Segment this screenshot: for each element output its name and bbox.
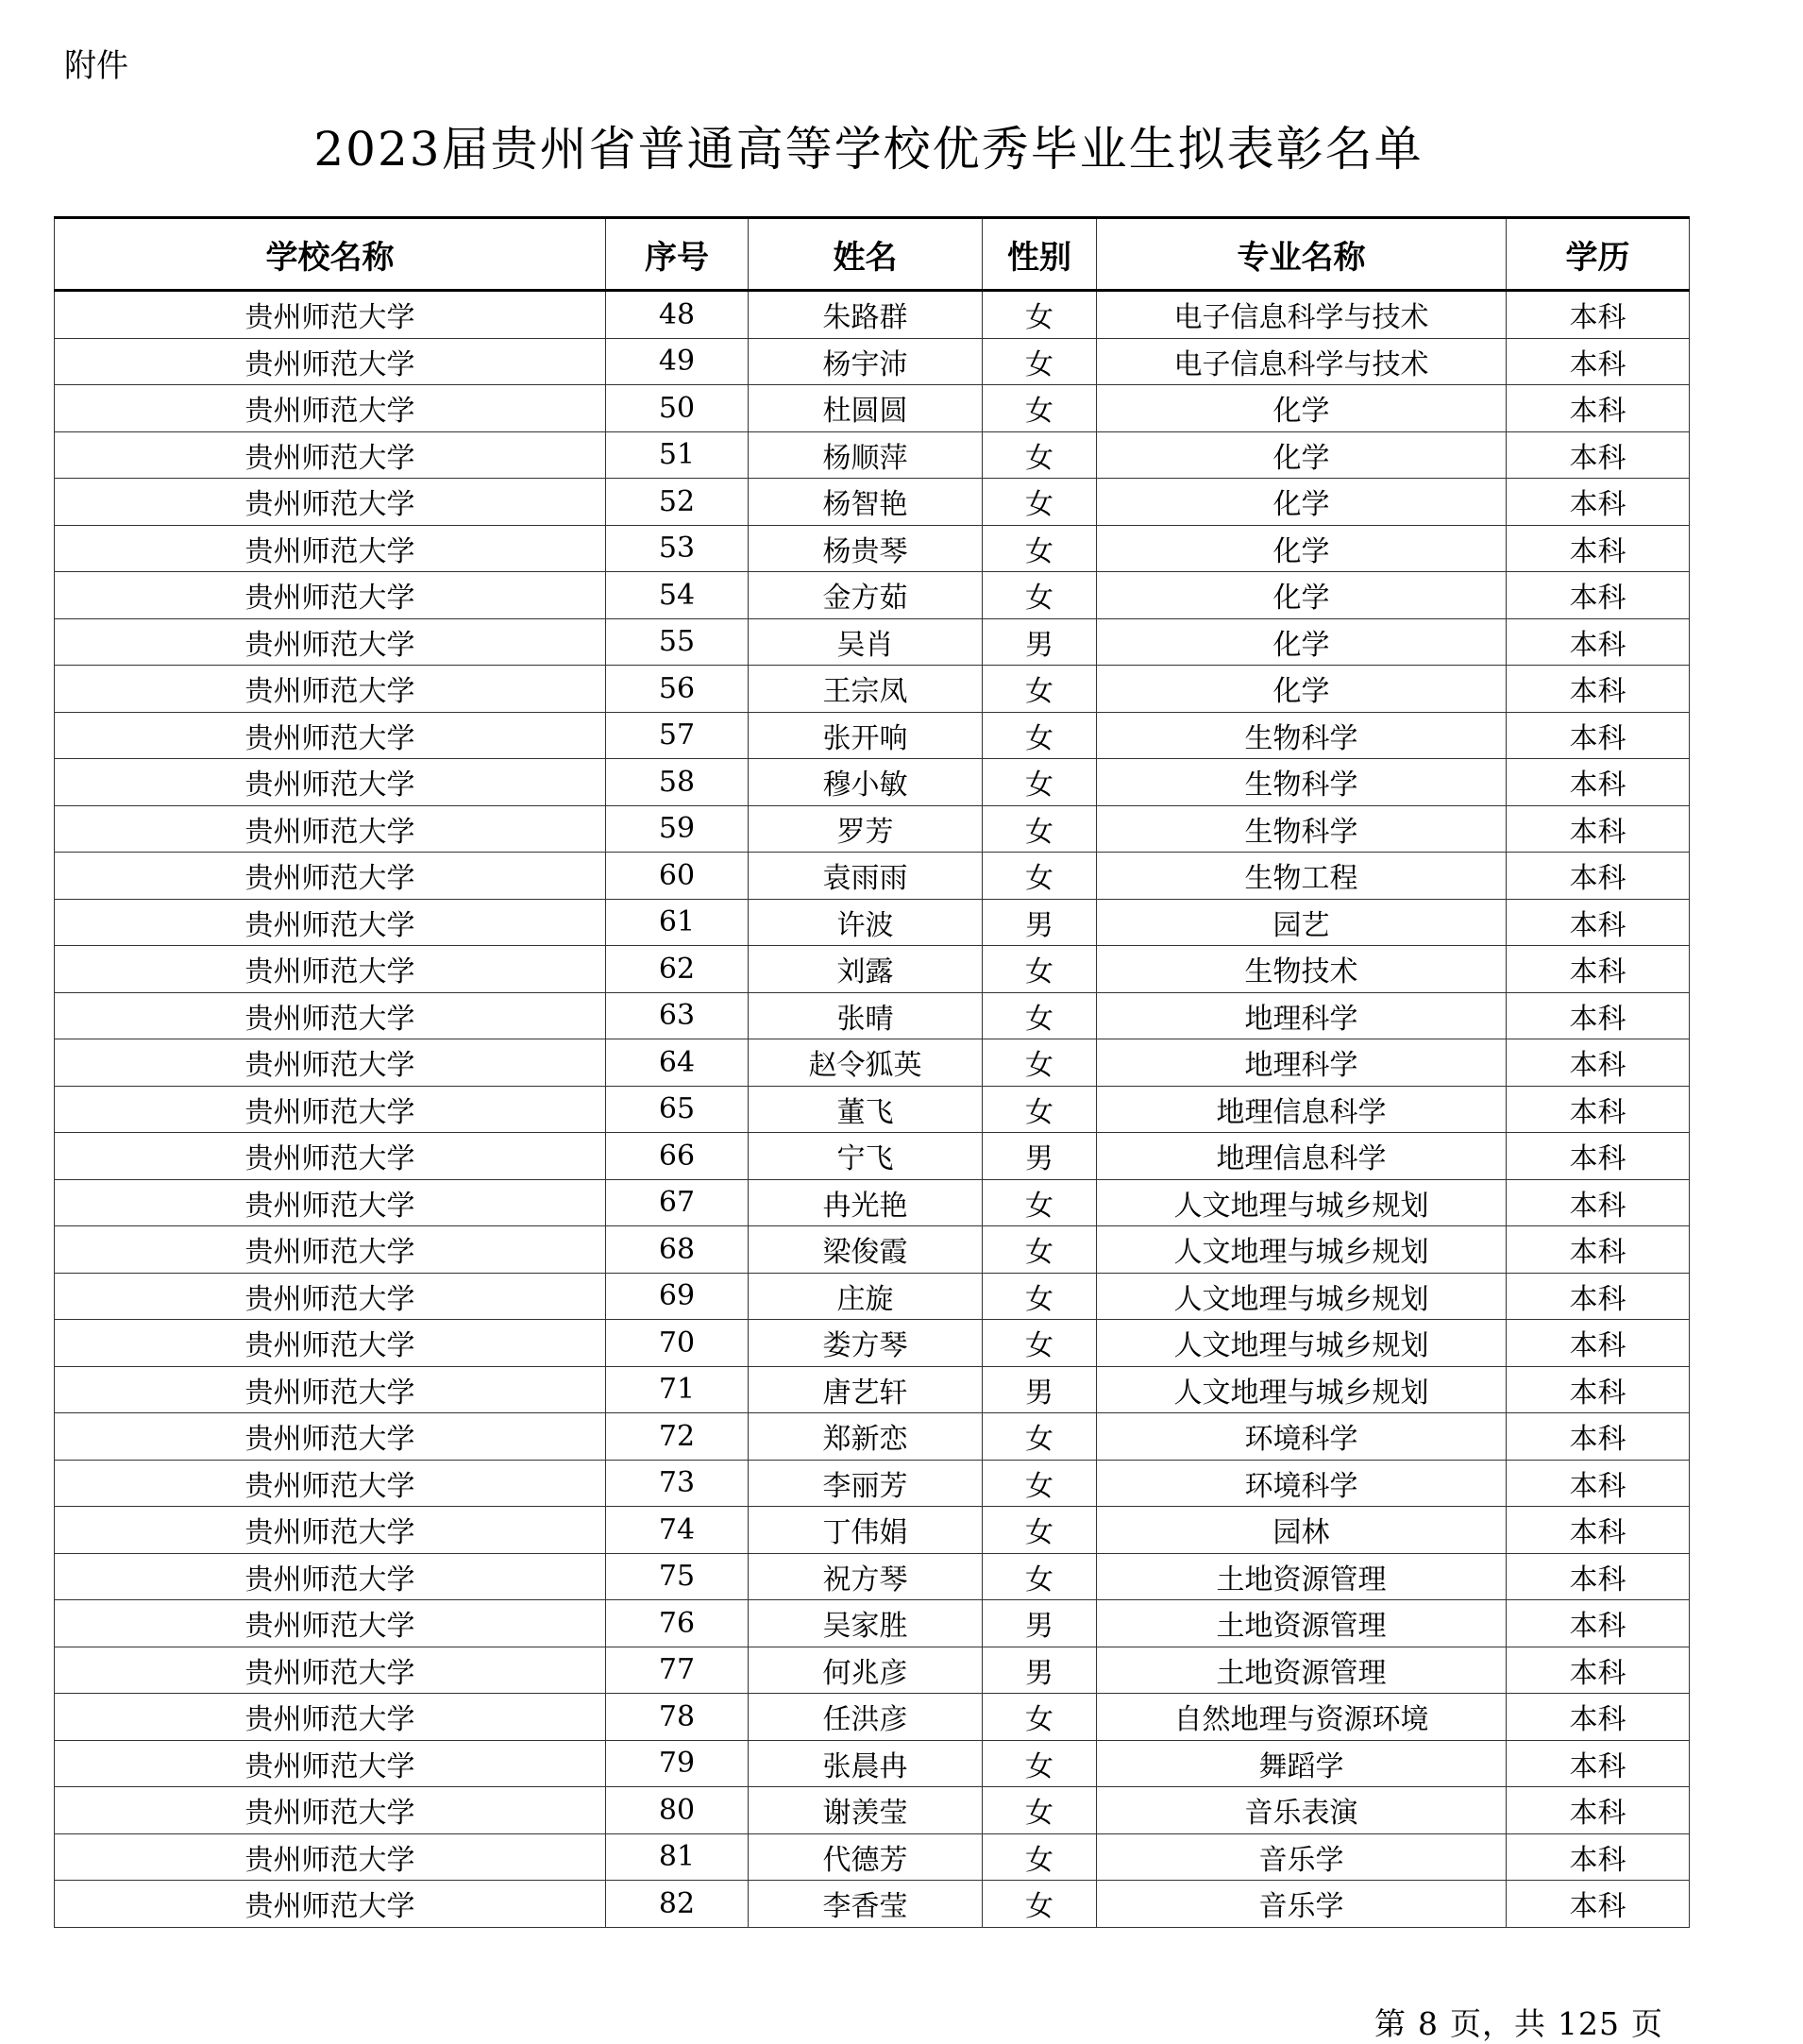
table-row	[55, 1086, 1690, 1133]
cell-major: 化学	[1097, 525, 1507, 572]
cell-degree: 本科	[1507, 1086, 1690, 1133]
cell-gender: 女	[983, 946, 1097, 993]
table-header-row	[55, 218, 1690, 291]
column-header-school: 学校名称	[55, 218, 606, 291]
page-suffix: 页	[1631, 2005, 1663, 2042]
cell-gender: 男	[983, 1647, 1097, 1694]
cell-name: 谢羡莹	[749, 1787, 983, 1834]
page-mid: 页，共	[1450, 2005, 1546, 2042]
table-row	[55, 1787, 1690, 1834]
cell-name: 杨贵琴	[749, 525, 983, 572]
cell-degree: 本科	[1507, 1507, 1690, 1554]
table-row	[55, 1179, 1690, 1226]
table-row	[55, 712, 1690, 759]
table-row	[55, 759, 1690, 806]
cell-school: 贵州师范大学	[55, 1833, 606, 1881]
cell-index: 71	[606, 1366, 749, 1413]
cell-index: 54	[606, 572, 749, 619]
page-current: 8	[1418, 2005, 1439, 2042]
cell-school: 贵州师范大学	[55, 479, 606, 526]
cell-gender: 女	[983, 712, 1097, 759]
page-indicator	[1369, 2000, 1669, 2044]
cell-name: 金方茹	[749, 572, 983, 619]
cell-major: 音乐学	[1097, 1881, 1507, 1928]
cell-name: 庄旋	[749, 1273, 983, 1320]
cell-degree: 本科	[1507, 1179, 1690, 1226]
page-total: 125	[1558, 2005, 1620, 2042]
cell-major: 生物科学	[1097, 759, 1507, 806]
table-row	[55, 946, 1690, 993]
cell-gender: 女	[983, 1787, 1097, 1834]
table-row	[55, 805, 1690, 853]
cell-index: 60	[606, 853, 749, 900]
cell-index: 79	[606, 1740, 749, 1787]
cell-index: 76	[606, 1600, 749, 1647]
cell-index: 81	[606, 1833, 749, 1881]
table-row	[55, 291, 1690, 339]
cell-name: 杜圆圆	[749, 385, 983, 432]
cell-index: 61	[606, 899, 749, 946]
cell-major: 生物科学	[1097, 805, 1507, 853]
cell-school: 贵州师范大学	[55, 992, 606, 1039]
cell-degree: 本科	[1507, 1320, 1690, 1367]
cell-major: 生物工程	[1097, 853, 1507, 900]
cell-name: 袁雨雨	[749, 853, 983, 900]
cell-degree: 本科	[1507, 291, 1690, 339]
cell-school: 贵州师范大学	[55, 618, 606, 666]
cell-degree: 本科	[1507, 338, 1690, 385]
cell-degree: 本科	[1507, 1647, 1690, 1694]
cell-name: 董飞	[749, 1086, 983, 1133]
cell-school: 贵州师范大学	[55, 666, 606, 713]
cell-index: 74	[606, 1507, 749, 1554]
cell-name: 吴肖	[749, 618, 983, 666]
cell-gender: 女	[983, 479, 1097, 526]
cell-name: 朱路群	[749, 291, 983, 339]
cell-index: 69	[606, 1273, 749, 1320]
cell-index: 65	[606, 1086, 749, 1133]
cell-gender: 女	[983, 385, 1097, 432]
cell-name: 李丽芳	[749, 1460, 983, 1507]
table-row	[55, 899, 1690, 946]
cell-degree: 本科	[1507, 618, 1690, 666]
cell-name: 祝方琴	[749, 1553, 983, 1600]
cell-gender: 女	[983, 1179, 1097, 1226]
cell-index: 49	[606, 338, 749, 385]
column-header-degree: 学历	[1507, 218, 1690, 291]
table-row	[55, 525, 1690, 572]
table-row	[55, 1740, 1690, 1787]
cell-gender: 女	[983, 1413, 1097, 1461]
cell-index: 68	[606, 1226, 749, 1274]
cell-name: 何兆彦	[749, 1647, 983, 1694]
table-row	[55, 1320, 1690, 1367]
cell-name: 罗芳	[749, 805, 983, 853]
cell-major: 电子信息科学与技术	[1097, 338, 1507, 385]
cell-index: 82	[606, 1881, 749, 1928]
cell-major: 音乐表演	[1097, 1787, 1507, 1834]
cell-index: 66	[606, 1133, 749, 1180]
table-row	[55, 618, 1690, 666]
table-row	[55, 1507, 1690, 1554]
cell-name: 许波	[749, 899, 983, 946]
cell-major: 环境科学	[1097, 1460, 1507, 1507]
cell-degree: 本科	[1507, 899, 1690, 946]
cell-gender: 女	[983, 1460, 1097, 1507]
column-header-major: 专业名称	[1097, 218, 1507, 291]
cell-name: 张晨冉	[749, 1740, 983, 1787]
cell-major: 地理科学	[1097, 1039, 1507, 1087]
cell-gender: 女	[983, 1273, 1097, 1320]
cell-gender: 女	[983, 431, 1097, 479]
cell-index: 50	[606, 385, 749, 432]
cell-major: 生物技术	[1097, 946, 1507, 993]
cell-name: 代德芳	[749, 1833, 983, 1881]
cell-gender: 男	[983, 1366, 1097, 1413]
cell-major: 人文地理与城乡规划	[1097, 1273, 1507, 1320]
cell-degree: 本科	[1507, 431, 1690, 479]
cell-degree: 本科	[1507, 1273, 1690, 1320]
cell-school: 贵州师范大学	[55, 431, 606, 479]
cell-degree: 本科	[1507, 572, 1690, 619]
cell-degree: 本科	[1507, 1553, 1690, 1600]
cell-major: 人文地理与城乡规划	[1097, 1226, 1507, 1274]
cell-name: 王宗凤	[749, 666, 983, 713]
cell-name: 唐艺轩	[749, 1366, 983, 1413]
cell-school: 贵州师范大学	[55, 805, 606, 853]
table-row	[55, 572, 1690, 619]
cell-degree: 本科	[1507, 666, 1690, 713]
cell-degree: 本科	[1507, 1460, 1690, 1507]
cell-name: 张开响	[749, 712, 983, 759]
cell-school: 贵州师范大学	[55, 385, 606, 432]
cell-degree: 本科	[1507, 1366, 1690, 1413]
table-row	[55, 1647, 1690, 1694]
table-row	[55, 1226, 1690, 1274]
cell-index: 72	[606, 1413, 749, 1461]
cell-index: 62	[606, 946, 749, 993]
cell-major: 地理信息科学	[1097, 1133, 1507, 1180]
cell-major: 化学	[1097, 479, 1507, 526]
cell-gender: 女	[983, 291, 1097, 339]
table-row	[55, 1694, 1690, 1741]
cell-major: 自然地理与资源环境	[1097, 1694, 1507, 1741]
cell-school: 贵州师范大学	[55, 759, 606, 806]
table-row	[55, 1600, 1690, 1647]
cell-degree: 本科	[1507, 992, 1690, 1039]
cell-name: 娄方琴	[749, 1320, 983, 1367]
cell-gender: 男	[983, 1133, 1097, 1180]
cell-school: 贵州师范大学	[55, 1133, 606, 1180]
table-body	[55, 291, 1690, 1928]
cell-major: 人文地理与城乡规划	[1097, 1179, 1507, 1226]
cell-major: 地理信息科学	[1097, 1086, 1507, 1133]
column-header-index: 序号	[606, 218, 749, 291]
cell-degree: 本科	[1507, 525, 1690, 572]
cell-gender: 女	[983, 759, 1097, 806]
cell-degree: 本科	[1507, 1600, 1690, 1647]
cell-school: 贵州师范大学	[55, 1647, 606, 1694]
cell-school: 贵州师范大学	[55, 1553, 606, 1600]
cell-major: 化学	[1097, 666, 1507, 713]
cell-name: 李香莹	[749, 1881, 983, 1928]
cell-major: 化学	[1097, 572, 1507, 619]
cell-school: 贵州师范大学	[55, 1740, 606, 1787]
cell-gender: 女	[983, 1226, 1097, 1274]
cell-index: 78	[606, 1694, 749, 1741]
cell-name: 任洪彦	[749, 1694, 983, 1741]
cell-degree: 本科	[1507, 1787, 1690, 1834]
cell-school: 贵州师范大学	[55, 1320, 606, 1367]
cell-school: 贵州师范大学	[55, 1039, 606, 1087]
cell-major: 生物科学	[1097, 712, 1507, 759]
cell-degree: 本科	[1507, 805, 1690, 853]
cell-name: 郑新恋	[749, 1413, 983, 1461]
cell-school: 贵州师范大学	[55, 712, 606, 759]
cell-index: 55	[606, 618, 749, 666]
cell-gender: 女	[983, 1881, 1097, 1928]
attachment-label: 附件	[64, 47, 128, 85]
cell-major: 地理科学	[1097, 992, 1507, 1039]
cell-name: 赵令狐英	[749, 1039, 983, 1087]
cell-school: 贵州师范大学	[55, 1179, 606, 1226]
cell-major: 园艺	[1097, 899, 1507, 946]
cell-gender: 女	[983, 1039, 1097, 1087]
cell-school: 贵州师范大学	[55, 1366, 606, 1413]
cell-major: 电子信息科学与技术	[1097, 291, 1507, 339]
cell-gender: 女	[983, 1507, 1097, 1554]
cell-index: 48	[606, 291, 749, 339]
cell-degree: 本科	[1507, 1833, 1690, 1881]
cell-index: 51	[606, 431, 749, 479]
cell-gender: 女	[983, 572, 1097, 619]
cell-major: 化学	[1097, 431, 1507, 479]
cell-degree: 本科	[1507, 1881, 1690, 1928]
cell-school: 贵州师范大学	[55, 338, 606, 385]
cell-gender: 女	[983, 666, 1097, 713]
table-row	[55, 338, 1690, 385]
cell-gender: 女	[983, 1694, 1097, 1741]
cell-gender: 男	[983, 1600, 1097, 1647]
cell-degree: 本科	[1507, 853, 1690, 900]
cell-school: 贵州师范大学	[55, 899, 606, 946]
cell-name: 杨顺萍	[749, 431, 983, 479]
cell-degree: 本科	[1507, 759, 1690, 806]
table-row	[55, 1366, 1690, 1413]
cell-school: 贵州师范大学	[55, 1413, 606, 1461]
cell-index: 53	[606, 525, 749, 572]
cell-name: 梁俊霞	[749, 1226, 983, 1274]
cell-name: 刘露	[749, 946, 983, 993]
cell-school: 贵州师范大学	[55, 572, 606, 619]
cell-major: 人文地理与城乡规划	[1097, 1366, 1507, 1413]
cell-index: 63	[606, 992, 749, 1039]
table-row	[55, 992, 1690, 1039]
cell-index: 64	[606, 1039, 749, 1087]
cell-major: 化学	[1097, 618, 1507, 666]
cell-school: 贵州师范大学	[55, 291, 606, 339]
cell-school: 贵州师范大学	[55, 1086, 606, 1133]
table-row	[55, 479, 1690, 526]
cell-gender: 女	[983, 525, 1097, 572]
cell-major: 人文地理与城乡规划	[1097, 1320, 1507, 1367]
cell-school: 贵州师范大学	[55, 1881, 606, 1928]
table-row	[55, 385, 1690, 432]
cell-name: 张晴	[749, 992, 983, 1039]
cell-school: 贵州师范大学	[55, 525, 606, 572]
cell-school: 贵州师范大学	[55, 1273, 606, 1320]
table-row	[55, 1039, 1690, 1087]
cell-degree: 本科	[1507, 1133, 1690, 1180]
cell-major: 舞蹈学	[1097, 1740, 1507, 1787]
cell-degree: 本科	[1507, 1413, 1690, 1461]
cell-name: 穆小敏	[749, 759, 983, 806]
cell-degree: 本科	[1507, 1740, 1690, 1787]
cell-gender: 女	[983, 853, 1097, 900]
cell-major: 环境科学	[1097, 1413, 1507, 1461]
table-row	[55, 666, 1690, 713]
cell-name: 冉光艳	[749, 1179, 983, 1226]
cell-gender: 女	[983, 1740, 1097, 1787]
cell-gender: 女	[983, 992, 1097, 1039]
table-row	[55, 1133, 1690, 1180]
table-row	[55, 1553, 1690, 1600]
cell-name: 宁飞	[749, 1133, 983, 1180]
cell-degree: 本科	[1507, 385, 1690, 432]
page-prefix: 第	[1374, 2005, 1407, 2042]
cell-name: 杨宇沛	[749, 338, 983, 385]
cell-name: 吴家胜	[749, 1600, 983, 1647]
cell-major: 土地资源管理	[1097, 1647, 1507, 1694]
cell-index: 59	[606, 805, 749, 853]
table-row	[55, 853, 1690, 900]
cell-gender: 女	[983, 805, 1097, 853]
cell-major: 音乐学	[1097, 1833, 1507, 1881]
table-row	[55, 1460, 1690, 1507]
cell-gender: 女	[983, 1086, 1097, 1133]
cell-index: 58	[606, 759, 749, 806]
table-row	[55, 1413, 1690, 1461]
column-header-gender: 性别	[983, 218, 1097, 291]
cell-index: 73	[606, 1460, 749, 1507]
cell-gender: 女	[983, 1320, 1097, 1367]
column-header-name: 姓名	[749, 218, 983, 291]
cell-school: 贵州师范大学	[55, 1787, 606, 1834]
cell-degree: 本科	[1507, 479, 1690, 526]
table-row	[55, 1881, 1690, 1928]
page-title: 2023届贵州省普通高等学校优秀毕业生拟表彰名单	[313, 122, 1424, 177]
cell-school: 贵州师范大学	[55, 1507, 606, 1554]
cell-index: 77	[606, 1647, 749, 1694]
cell-major: 土地资源管理	[1097, 1600, 1507, 1647]
cell-index: 57	[606, 712, 749, 759]
cell-school: 贵州师范大学	[55, 1226, 606, 1274]
table-row	[55, 431, 1690, 479]
cell-name: 丁伟娟	[749, 1507, 983, 1554]
cell-major: 化学	[1097, 385, 1507, 432]
table-row	[55, 1833, 1690, 1881]
cell-index: 80	[606, 1787, 749, 1834]
cell-degree: 本科	[1507, 946, 1690, 993]
cell-name: 杨智艳	[749, 479, 983, 526]
cell-gender: 女	[983, 1833, 1097, 1881]
cell-degree: 本科	[1507, 1694, 1690, 1741]
cell-index: 75	[606, 1553, 749, 1600]
cell-school: 贵州师范大学	[55, 1460, 606, 1507]
cell-degree: 本科	[1507, 712, 1690, 759]
cell-gender: 女	[983, 338, 1097, 385]
cell-index: 56	[606, 666, 749, 713]
cell-major: 土地资源管理	[1097, 1553, 1507, 1600]
cell-index: 52	[606, 479, 749, 526]
table-row	[55, 1273, 1690, 1320]
cell-gender: 男	[983, 618, 1097, 666]
cell-school: 贵州师范大学	[55, 853, 606, 900]
cell-major: 园林	[1097, 1507, 1507, 1554]
cell-gender: 男	[983, 899, 1097, 946]
cell-gender: 女	[983, 1553, 1097, 1600]
cell-degree: 本科	[1507, 1226, 1690, 1274]
cell-school: 贵州师范大学	[55, 1694, 606, 1741]
cell-index: 67	[606, 1179, 749, 1226]
cell-school: 贵州师范大学	[55, 1600, 606, 1647]
cell-degree: 本科	[1507, 1039, 1690, 1087]
cell-index: 70	[606, 1320, 749, 1367]
roster-table	[54, 216, 1690, 1928]
cell-school: 贵州师范大学	[55, 946, 606, 993]
